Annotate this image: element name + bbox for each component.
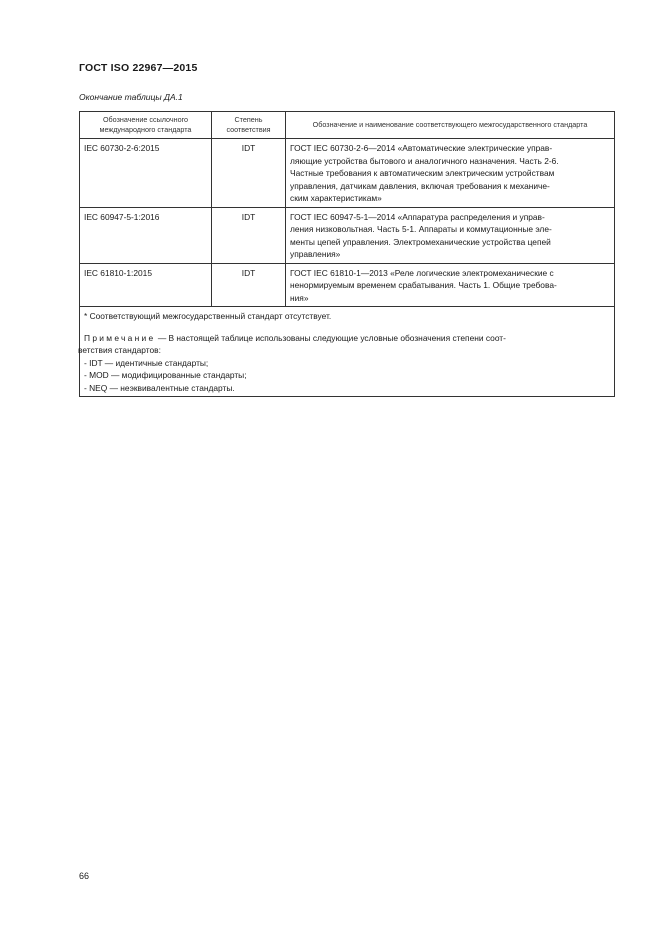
title-line: ления низковольтная. Часть 5-1. Аппараты и коммутационные эле- [290,224,552,234]
table-row [80,207,615,263]
title-line: управления» [290,249,341,259]
document-header: ГОСТ ISO 22967—2015 [79,62,198,74]
note-list-item: - MOD — модифицированные стандарты; [84,370,247,380]
note-list-item: - IDT — идентичные стандарты; [84,357,209,368]
note-label: Примечание [84,332,156,343]
table-row [80,263,615,307]
interstate-standard-cell [286,139,615,208]
page-number: 66 [79,871,90,881]
title-line: ГОСТ IEC 60730-2-6—2014 «Автоматические электрические управ- [290,143,553,153]
table-footer [80,307,615,397]
note-list-item: - NEQ — неэквивалентные стандарты. [84,382,235,393]
footnote: * Соответствующий межгосударственный стандарт отсутствует. [84,311,332,321]
interstate-standard-cell [286,263,615,307]
title-line: управления, датчикам давления, включая требования к механиче- [290,180,550,191]
note [84,332,610,345]
title-line: Частные требования к автоматическим электрическим устройствам [290,168,555,178]
reference-standard-cell: IEC 60730-2-6:2015 [80,139,212,208]
reference-standard-cell: IEC 61810-1:2015 [80,263,212,307]
title-line: ским характеристикам» [290,193,382,203]
note-text-continued: ветствия стандартов: [78,345,161,355]
table-caption: Окончание таблицы ДА.1 [79,92,183,102]
degree-cell: IDT [212,263,286,307]
table-header-row [80,112,615,139]
header-reference-standard: Обозначение ссылочного международного стандарта [80,112,212,139]
note-text: — В настоящей таблице использованы следующие условные обозначения степени соот- [157,332,506,343]
title-line: ГОСТ IEC 61810-1—2013 «Реле логические электромеханические с [290,267,554,278]
degree-cell: IDT [212,207,286,263]
table-footer-row [80,307,615,397]
standards-table [79,111,615,397]
title-line: ГОСТ IEC 60947-5-1—2014 «Аппаратура распределения и управ- [290,211,545,222]
header-degree: Степень соответствия [212,112,286,139]
title-line: менты цепей управления. Электромеханические устройства цепей [290,236,551,247]
table-row [80,139,615,208]
title-line: ляющие устройства бытового и аналогичного назначения. Часть 2-6. [290,155,559,166]
title-line: ненормируемым временем срабатывания. Часть 1. Общие требова- [290,280,557,290]
title-line: ния» [290,292,309,303]
reference-standard-cell: IEC 60947-5-1:2016 [80,207,212,263]
degree-cell: IDT [212,139,286,208]
header-interstate-standard: Обозначение и наименование соответствующего межгосударственного стандарта [286,112,615,139]
interstate-standard-cell [286,207,615,263]
